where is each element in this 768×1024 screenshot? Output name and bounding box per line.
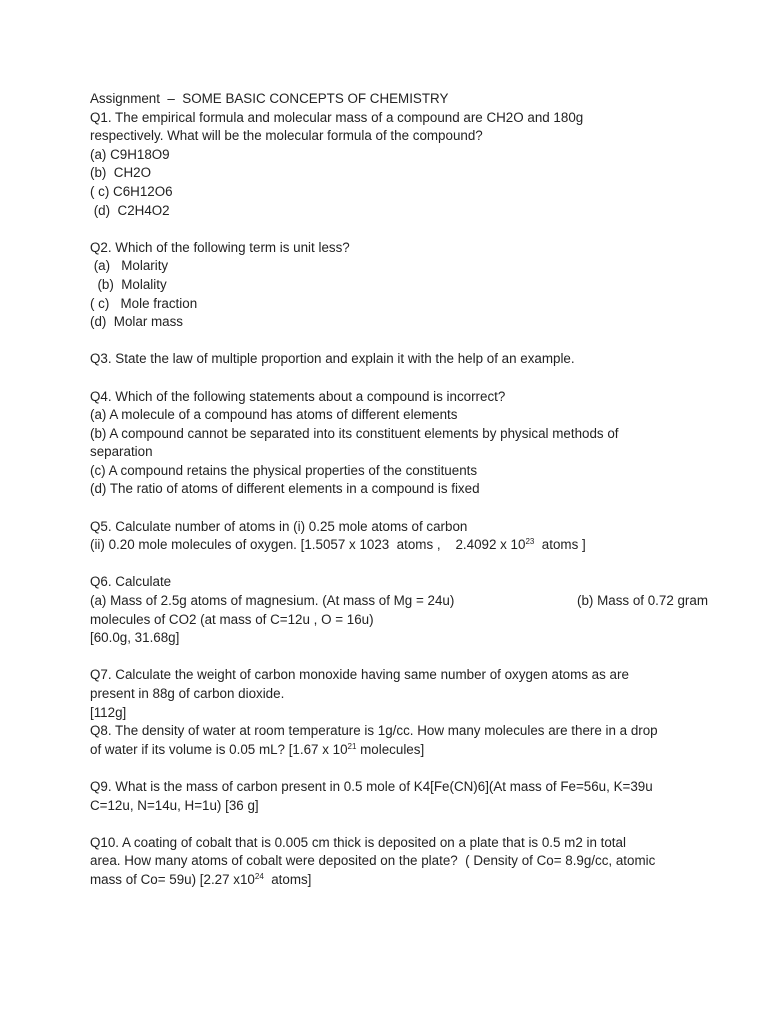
question-text: respectively. What will be the molecular formula of the compound?: [90, 128, 483, 144]
question-text: Q6. Calculate: [90, 574, 172, 590]
question-text: of water if its volume is 0.05 mL? [1.67 x 10: [90, 741, 348, 757]
option-b-continued: separation: [90, 444, 153, 460]
answer-text: [60.0g, 31.68g]: [90, 630, 180, 646]
question-text: molecules of CO2 (at mass of C=12u , O = 16u): [90, 611, 374, 627]
option-a: (a) Molarity: [90, 258, 169, 274]
option-c: ( c) Mole fraction: [90, 295, 198, 311]
option-a: (a) C9H18O9: [90, 146, 170, 162]
question-4: [90, 388, 708, 500]
answer-text: atoms ]: [534, 537, 586, 553]
option-a: (a) A molecule of a compound has atoms of different elements: [90, 407, 458, 423]
option-d: (d) C2H4O2: [90, 202, 170, 218]
question-text: Q2. Which of the following term is unit less?: [90, 239, 350, 255]
question-2: [90, 239, 708, 332]
answer-text: (ii) 0.20 mole molecules of oxygen. [1.5057 x 1023 atoms , 2.4092 x 10: [90, 537, 526, 553]
question-text: Q7. Calculate the weight of carbon monoxide having same number of oxygen atoms as are: [90, 667, 629, 683]
question-text: present in 88g of carbon dioxide.: [90, 686, 285, 701]
question-9: [90, 778, 708, 815]
exponent: 23: [525, 537, 535, 547]
question-text-answer: C=12u, N=14u, H=1u) [36 g]: [90, 797, 259, 813]
question-1: [90, 109, 708, 221]
question-8: [90, 722, 708, 759]
page-title: Assignment – SOME BASIC CONCEPTS OF CHEMISTRY: [90, 91, 449, 106]
exponent: 24: [254, 871, 264, 881]
question-text: Q8. The density of water at room temperature is 1g/cc. How many molecules are there in a drop: [90, 723, 658, 739]
exponent: 21: [347, 741, 357, 751]
part-b: (b) Mass of 0.72 gram: [577, 593, 708, 609]
option-c: ( c) C6H12O6: [90, 183, 173, 199]
option-b: (b) CH2O: [90, 165, 152, 181]
option-c: (c) A compound retains the physical properties of the constituents: [90, 462, 478, 478]
answer-text: molecules]: [356, 741, 425, 757]
question-text: Q3. State the law of multiple proportion and explain it with the help of an example.: [90, 351, 575, 367]
question-text: Q4. Which of the following statements about a compound is incorrect?: [90, 388, 506, 404]
question-text: Q9. What is the mass of carbon present in 0.5 mole of K4[Fe(CN)6](At mass of Fe=56u, K=39u: [90, 778, 653, 794]
question-text-answer: [90, 536, 708, 555]
option-b: (b) A compound cannot be separated into its constituent elements by physical methods of: [90, 425, 619, 441]
question-3: [90, 350, 708, 369]
answer-text: [112g]: [90, 704, 127, 720]
answer-text: atoms]: [263, 871, 312, 887]
question-text-answer: [90, 741, 708, 760]
part-a: (a) Mass of 2.5g atoms of magnesium. (At mass of Mg = 24u): [90, 593, 455, 609]
option-b: (b) Molality: [90, 276, 167, 292]
question-text: Q1. The empirical formula and molecular mass of a compound are CH2O and 180g: [90, 109, 584, 125]
question-text: area. How many atoms of cobalt were deposited on the plate? ( Density of Co= 8.9g/cc, atomic: [90, 853, 656, 869]
question-6: [90, 573, 708, 647]
question-text: Q10. A coating of cobalt that is 0.005 cm thick is deposited on a plate that is 0.5 m2 in total: [90, 834, 626, 850]
question-10: [90, 834, 708, 890]
question-text: mass of Co= 59u) [2.27 x10: [90, 871, 255, 887]
option-d: (d) Molar mass: [90, 314, 184, 330]
question-text: Q5. Calculate number of atoms in (i) 0.25 mole atoms of carbon: [90, 518, 468, 534]
question-7: [90, 666, 708, 722]
question-parts-row: [90, 592, 708, 611]
option-d: (d) The ratio of atoms of different elements in a compound is fixed: [90, 481, 480, 497]
question-5: [90, 518, 708, 555]
question-text-answer: [90, 871, 708, 890]
